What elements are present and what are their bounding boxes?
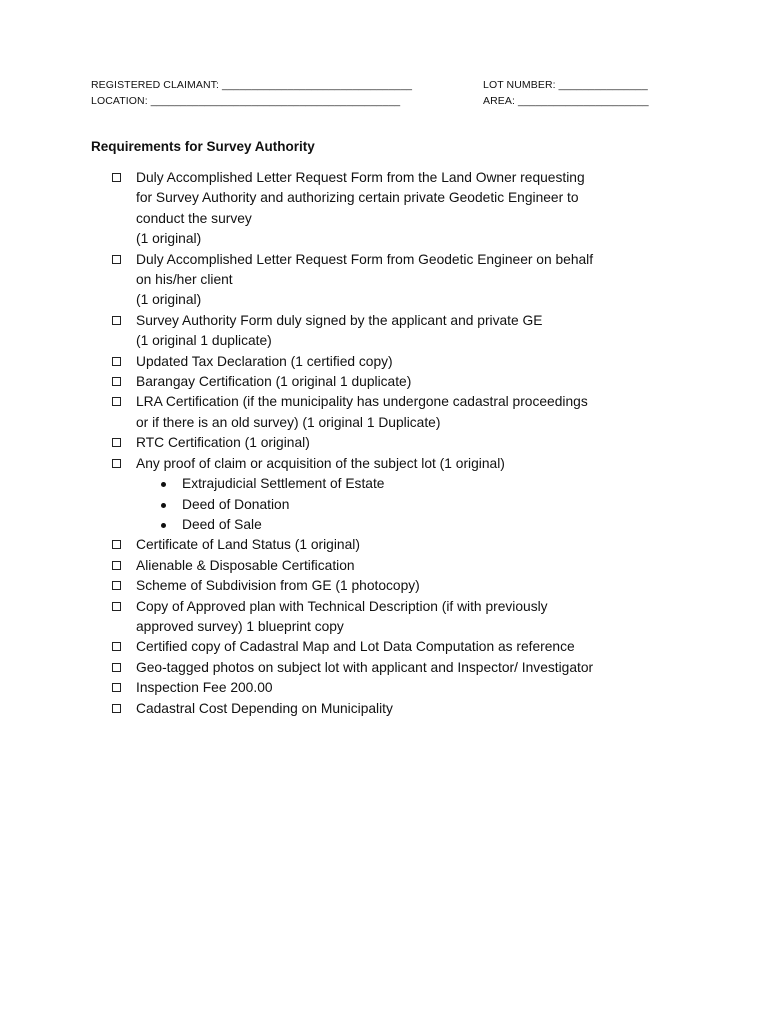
requirement-item — [110, 454, 710, 474]
requirement-text: on his/her client — [136, 272, 233, 288]
location-field: LOCATION: __________________________________________ — [91, 95, 401, 107]
proof-subitem — [110, 474, 710, 494]
checkbox-icon[interactable] — [112, 397, 121, 406]
requirement-text: Cadastral Cost Depending on Municipality — [136, 700, 393, 716]
bullet-icon — [161, 482, 166, 487]
checkbox-icon[interactable] — [112, 642, 121, 651]
registered-claimant-field: REGISTERED CLAIMANT: ________________________________ — [91, 79, 413, 91]
checkbox-icon[interactable] — [112, 255, 121, 264]
checkbox-icon[interactable] — [112, 561, 121, 570]
requirement-text: LRA Certification (if the municipality has undergone cadastral proceedings — [136, 394, 588, 410]
checkbox-icon[interactable] — [112, 438, 121, 447]
requirement-text: or if there is an old survey) (1 original 1 Duplicate) — [136, 414, 441, 430]
requirement-item — [110, 637, 710, 657]
checkbox-icon[interactable] — [112, 459, 121, 468]
requirement-item — [110, 597, 710, 638]
checkbox-icon[interactable] — [112, 357, 121, 366]
requirement-text: Barangay Certification (1 original 1 duplicate) — [136, 374, 412, 390]
requirement-text: Alienable & Disposable Certification — [136, 557, 355, 573]
lot-number-field: LOT NUMBER: _______________ — [483, 79, 648, 91]
requirement-text: (1 original) — [136, 231, 202, 247]
requirement-text: Survey Authority Form duly signed by the applicant and private GE — [136, 312, 543, 328]
requirement-item — [110, 556, 710, 576]
bullet-icon — [161, 503, 166, 508]
checkbox-icon[interactable] — [112, 173, 121, 182]
requirement-text: (1 original) — [136, 292, 202, 308]
requirement-text: for Survey Authority and authorizing certain private Geodetic Engineer to — [136, 190, 579, 206]
requirement-text: RTC Certification (1 original) — [136, 435, 310, 451]
requirement-text: Scheme of Subdivision from GE (1 photocopy) — [136, 578, 420, 594]
requirement-item — [110, 678, 710, 698]
requirement-text: Duly Accomplished Letter Request Form from Geodetic Engineer on behalf — [136, 251, 594, 267]
checkbox-icon[interactable] — [112, 316, 121, 325]
requirement-text: Any proof of claim or acquisition of the subject lot (1 original) — [136, 455, 505, 471]
page-title: Requirements for Survey Authority — [91, 139, 315, 154]
requirement-item — [110, 433, 710, 453]
requirement-text: Inspection Fee 200.00 — [136, 680, 273, 696]
proof-subitem-text: Deed of Sale — [182, 516, 262, 532]
requirement-item — [110, 576, 710, 596]
checkbox-icon[interactable] — [112, 663, 121, 672]
proof-subitem — [110, 495, 710, 515]
requirement-item — [110, 392, 710, 433]
requirements-list — [110, 168, 710, 719]
requirement-item — [110, 658, 710, 678]
checkbox-icon[interactable] — [112, 683, 121, 692]
bullet-icon — [161, 523, 166, 528]
requirement-item — [110, 168, 710, 250]
requirement-text: (1 original 1 duplicate) — [136, 333, 272, 349]
proof-subitem-text: Extrajudicial Settlement of Estate — [182, 476, 385, 492]
checkbox-icon[interactable] — [112, 581, 121, 590]
checkbox-icon[interactable] — [112, 377, 121, 386]
requirement-text: approved survey) 1 blueprint copy — [136, 618, 344, 634]
requirement-item — [110, 352, 710, 372]
checkbox-icon[interactable] — [112, 540, 121, 549]
checkbox-icon[interactable] — [112, 704, 121, 713]
proof-subitem-text: Deed of Donation — [182, 496, 290, 512]
requirement-text: Geo-tagged photos on subject lot with applicant and Inspector/ Investigator — [136, 659, 594, 675]
requirement-text: Certified copy of Cadastral Map and Lot Data Computation as reference — [136, 639, 575, 655]
area-field: AREA: ______________________ — [483, 95, 649, 107]
requirement-text: Certificate of Land Status (1 original) — [136, 537, 360, 553]
requirement-item — [110, 250, 710, 311]
requirement-text: Copy of Approved plan with Technical Description (if with previously — [136, 598, 548, 614]
proof-subitem — [110, 515, 710, 535]
requirement-text: Duly Accomplished Letter Request Form from the Land Owner requesting — [136, 170, 585, 185]
requirement-text: conduct the survey — [136, 210, 252, 226]
requirement-item — [110, 372, 710, 392]
requirement-text: Updated Tax Declaration (1 certified copy) — [136, 353, 393, 369]
requirement-item — [110, 699, 710, 719]
requirement-item — [110, 311, 710, 352]
requirement-item — [110, 535, 710, 555]
checkbox-icon[interactable] — [112, 602, 121, 611]
